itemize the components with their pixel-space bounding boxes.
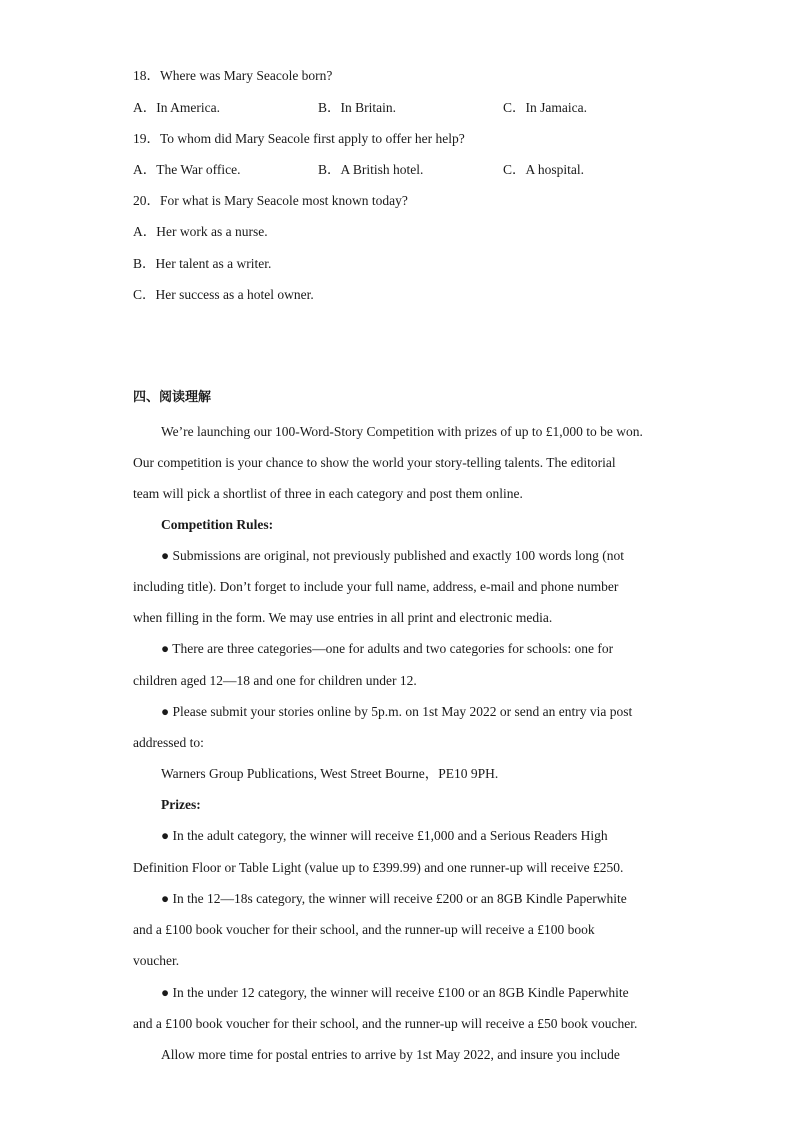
passage-line: Our competition is your chance to show the world your story-telling talents. The editorial: [133, 455, 616, 470]
question-19-option-c: C．A hospital.: [503, 162, 585, 177]
passage-line: ● Please submit your stories online by 5p.m. on 1st May 2022 or send an entry via post: [161, 704, 633, 719]
passage-line: when filling in the form. We may use entries in all print and electronic media.: [133, 610, 553, 625]
question-18-stem: 18．Where was Mary Seacole born?: [133, 68, 333, 83]
passage-line: ● Submissions are original, not previously published and exactly 100 words long (not: [161, 548, 624, 563]
passage-line: and a £100 book voucher for their school, and the runner-up will receive a £50 book voucher.: [133, 1016, 638, 1031]
question-20-option-b: B．Her talent as a writer.: [133, 256, 272, 271]
question-20-option-c: C．Her success as a hotel owner.: [133, 287, 314, 302]
passage-line: ● There are three categories—one for adults and two categories for schools: one for: [161, 641, 614, 656]
passage-line: including title). Don’t forget to include your full name, address, e-mail and phone number: [133, 579, 619, 594]
passage-line: ● In the adult category, the winner will receive £1,000 and a Serious Readers High: [161, 828, 608, 843]
question-19-stem: 19．To whom did Mary Seacole first apply to offer her help?: [133, 131, 465, 146]
question-18-option-a: A．In America.: [133, 100, 220, 115]
question-20-option-a: A．Her work as a nurse.: [133, 224, 268, 239]
rules-heading: Competition Rules:: [161, 517, 274, 532]
passage-line: ● In the 12—18s category, the winner will receive £200 or an 8GB Kindle Paperwhite: [161, 891, 627, 906]
section-heading: 四、阅读理解: [133, 390, 212, 405]
question-19-option-a: A．The War office.: [133, 162, 241, 177]
passage-line: team will pick a shortlist of three in each category and post them online.: [133, 486, 523, 501]
passage-line: Allow more time for postal entries to arrive by 1st May 2022, and insure you include: [161, 1047, 620, 1062]
question-19-option-b: B．A British hotel.: [318, 162, 424, 177]
prizes-heading: Prizes:: [161, 797, 201, 812]
passage-line: Definition Floor or Table Light (value up to £399.99) and one runner-up will receive £250.: [133, 860, 624, 875]
passage-line: children aged 12—18 and one for children under 12.: [133, 673, 417, 688]
passage-line: addressed to:: [133, 735, 204, 750]
passage-line: ● In the under 12 category, the winner will receive £100 or an 8GB Kindle Paperwhite: [161, 985, 629, 1000]
question-20-stem: 20．For what is Mary Seacole most known today?: [133, 193, 408, 208]
passage-line: We’re launching our 100-Word-Story Competition with prizes of up to £1,000 to be won.: [161, 424, 643, 439]
passage-line: and a £100 book voucher for their school, and the runner-up will receive a £100 book: [133, 922, 595, 937]
passage-line: voucher.: [133, 953, 180, 968]
address-line: Warners Group Publications, West Street Bourne，PE10 9PH.: [161, 766, 499, 781]
question-18-option-c: C．In Jamaica.: [503, 100, 587, 115]
question-18-option-b: B．In Britain.: [318, 100, 396, 115]
